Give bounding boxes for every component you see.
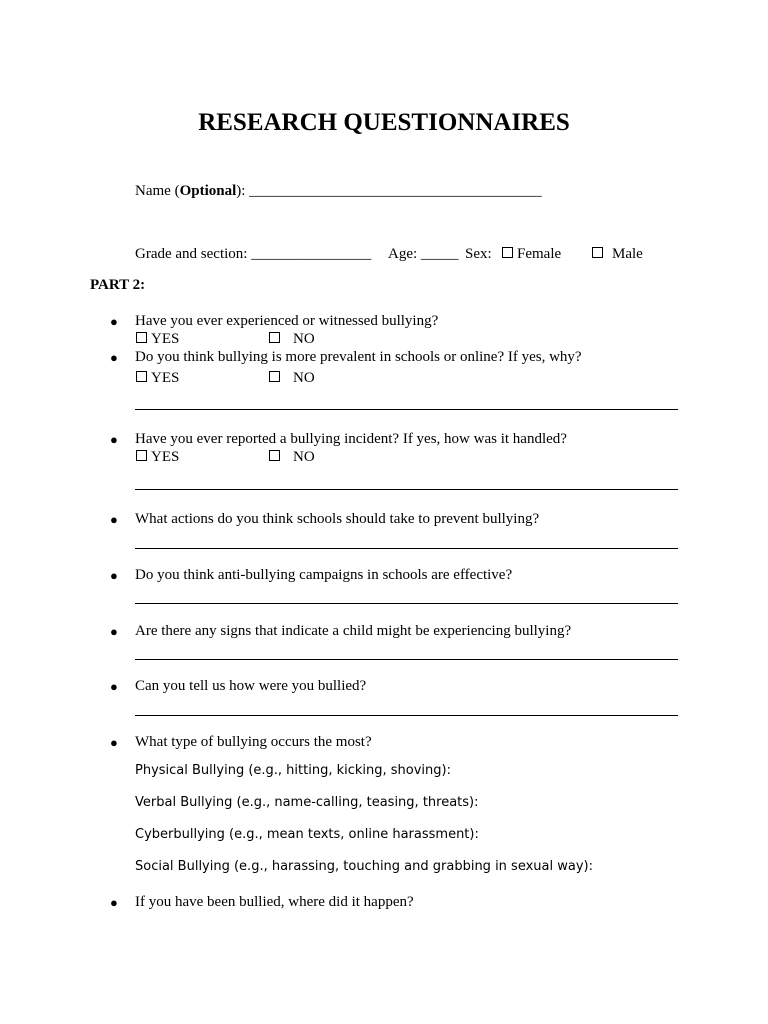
bullet-icon: ● — [110, 568, 118, 583]
question-5: Do you think anti-bullying campaigns in schools are effective? — [135, 567, 513, 583]
female-option[interactable] — [502, 246, 561, 263]
question-1: Have you ever experienced or witnessed bullying? — [135, 313, 439, 329]
grade-label-row — [135, 246, 371, 263]
question-2: Do you think bullying is more prevalent in schools or online? If yes, why? — [135, 349, 582, 365]
page-title: RESEARCH QUESTIONNAIRES — [198, 109, 570, 136]
sex-label: Sex: — [465, 246, 492, 262]
name-field[interactable]: _______________________________________ — [249, 183, 542, 199]
bullet-icon: ● — [110, 679, 118, 694]
question-8: What type of bullying occurs the most? — [135, 734, 372, 750]
bullying-type-social: Social Bullying (e.g., harassing, touching and grabbing in sexual way): — [135, 859, 593, 874]
no-option[interactable] — [269, 331, 315, 348]
name-label: Name ( — [135, 183, 180, 199]
no-checkbox[interactable] — [269, 332, 280, 343]
no-checkbox[interactable] — [269, 371, 280, 382]
yes-checkbox[interactable] — [136, 450, 147, 461]
question-6: Are there any signs that indicate a child might be experiencing bullying? — [135, 623, 572, 639]
yes-option[interactable] — [136, 370, 179, 387]
answer-line[interactable] — [135, 548, 678, 549]
no-label: NO — [293, 449, 315, 465]
male-checkbox[interactable] — [592, 247, 603, 258]
no-option[interactable] — [269, 449, 315, 466]
bullet-icon: ● — [110, 735, 118, 750]
name-label-end: ): — [236, 183, 250, 199]
bullet-icon: ● — [110, 314, 118, 329]
yes-checkbox[interactable] — [136, 371, 147, 382]
age-field[interactable]: _____ — [420, 246, 459, 262]
grade-label: Grade and section: — [135, 246, 252, 262]
female-checkbox[interactable] — [502, 247, 513, 258]
bullying-type-cyber: Cyberbullying (e.g., mean texts, online harassment): — [135, 827, 479, 842]
bullet-icon: ● — [110, 624, 118, 639]
bullet-icon: ● — [110, 432, 118, 447]
yes-option[interactable] — [136, 449, 179, 466]
name-optional: Optional — [179, 183, 237, 199]
no-option[interactable] — [269, 370, 315, 387]
female-label: Female — [517, 246, 562, 262]
male-option[interactable] — [592, 246, 643, 263]
yes-checkbox[interactable] — [136, 332, 147, 343]
no-label: NO — [293, 331, 315, 347]
grade-field[interactable]: ________________ — [251, 246, 372, 262]
no-label: NO — [293, 370, 315, 386]
question-7: Can you tell us how were you bullied? — [135, 678, 367, 694]
yes-label: YES — [151, 370, 180, 386]
question-3: Have you ever reported a bullying incident? If yes, how was it handled? — [135, 431, 567, 447]
name-row — [135, 183, 542, 200]
part-heading: PART 2: — [90, 277, 146, 293]
answer-line[interactable] — [135, 489, 678, 490]
answer-line[interactable] — [135, 603, 678, 604]
answer-line[interactable] — [135, 409, 678, 410]
male-label: Male — [612, 246, 643, 262]
age-label: Age: — [388, 246, 421, 262]
yes-option[interactable] — [136, 331, 179, 348]
no-checkbox[interactable] — [269, 450, 280, 461]
bullying-type-physical: Physical Bullying (e.g., hitting, kicking, shoving): — [135, 763, 451, 778]
bullying-type-verbal: Verbal Bullying (e.g., name-calling, teasing, threats): — [135, 795, 479, 810]
answer-line[interactable] — [135, 659, 678, 660]
question-4: What actions do you think schools should take to prevent bullying? — [135, 511, 540, 527]
answer-line[interactable] — [135, 715, 678, 716]
yes-label: YES — [151, 331, 180, 347]
question-9: If you have been bullied, where did it happen? — [135, 894, 414, 910]
age-row — [388, 246, 458, 263]
bullet-icon: ● — [110, 350, 118, 365]
bullet-icon: ● — [110, 895, 118, 910]
bullet-icon: ● — [110, 512, 118, 527]
yes-label: YES — [151, 449, 180, 465]
